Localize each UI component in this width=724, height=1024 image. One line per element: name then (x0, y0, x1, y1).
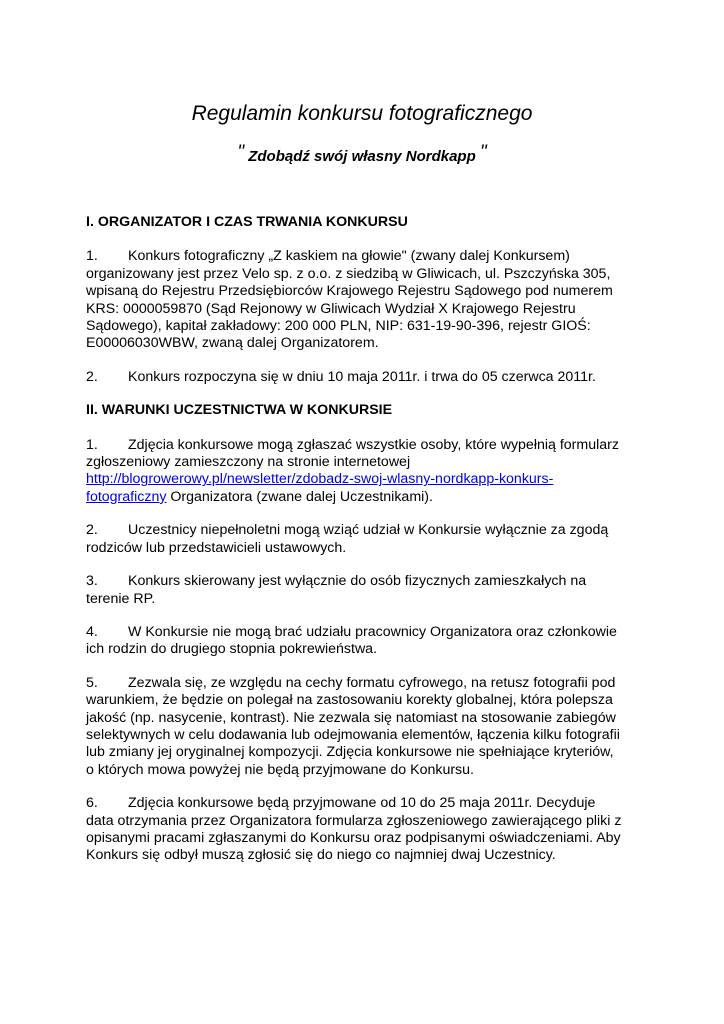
paragraph-line: Sądowego), kapitał zakładowy: 200 000 PLN, NIP: 631-19-90-396, rejestr GIOŚ: (86, 318, 591, 335)
section2-paragraph-5 (86, 675, 646, 779)
paragraph-number: 2. (86, 368, 98, 385)
section-heading-organizer: I. ORGANIZATOR I CZAS TRWANIA KONKURSU (86, 214, 408, 230)
paragraph-line: o których mowa powyżej nie będą przyjmowane do Konkursu. (86, 761, 474, 778)
paragraph-line: Konkurs skierowany jest wyłącznie do osób fizycznych zamieszkałych na (128, 573, 587, 590)
paragraph-line: opisanymi pracami zgłaszanymi do Konkursu oraz podpisanymi oświadczeniami. Aby (86, 829, 621, 846)
subtitle-text: Zdobądź swój własny Nordkapp (248, 148, 476, 165)
paragraph-line: warunkiem, że będzie on polegał na zastosowaniu korekty globalnej, która polepsza (86, 692, 613, 709)
paragraph-line: wpisaną do Rejestru Przedsiębiorców Krajowego Rejestru Sądowego pod numerem (86, 283, 613, 300)
paragraph-line: W Konkursie nie mogą brać udziału pracownicy Organizatora oraz członkowie (128, 623, 617, 640)
paragraph-line: zgłoszeniowy zamieszczony na stronie internetowej (86, 454, 411, 471)
paragraph-line: lub zmiany jej oryginalnej kompozycji. Zdjęcia konkursowe nie spełniające kryteriów, (86, 744, 614, 761)
section-heading-participation: II. WARUNKI UCZESTNICTWA W KONKURSIE (86, 402, 393, 419)
paragraph-number: 2. (86, 522, 98, 539)
section1-paragraph-2 (86, 369, 646, 386)
paragraph-line: Zdjęcia konkursowe mogą zgłaszać wszystkie osoby, które wypełnią formularz (128, 436, 619, 453)
section1-paragraph-1 (86, 248, 646, 352)
paragraph-line: KRS: 0000059870 (Sąd Rejonowy w Gliwicach Wydział X Krajowego Rejestru (86, 300, 576, 317)
section2-paragraph-3 (86, 573, 646, 608)
paragraph-line: rodziców lub przedstawicieli ustawowych. (86, 539, 347, 556)
paragraph-line: Uczestnicy niepełnoletni mogą wziąć udział w Konkursie wyłącznie za zgodą (128, 522, 609, 539)
section2-paragraph-1 (86, 437, 646, 507)
subtitle-close-quote: " (479, 142, 487, 163)
document-title: Regulamin konkursu fotograficznego (191, 102, 533, 125)
section2-paragraph-2 (86, 522, 646, 557)
paragraph-line: terenie RP. (86, 590, 156, 607)
paragraph-number: 4. (86, 623, 98, 640)
paragraph-line: data otrzymania przez Organizatora formularza zgłoszeniowego zawierającego pliki z (86, 812, 622, 829)
paragraph-line: Zezwala się, ze względu na cechy formatu cyfrowego, na retusz fotografii pod (128, 674, 616, 691)
paragraph-line: Konkurs się odbył muszą zgłosić się do niego co najmniej dwaj Uczestnicy. (86, 847, 556, 864)
paragraph-line: Zdjęcia konkursowe będą przyjmowane od 10 do 25 maja 2011r. Decyduje (128, 795, 596, 812)
paragraph-number: 1. (86, 436, 98, 453)
paragraph-line: Konkurs rozpoczyna się w dniu 10 maja 2011r. i trwa do 05 czerwca 2011r. (128, 368, 596, 385)
document-body (86, 214, 646, 865)
section2-paragraph-4 (86, 624, 646, 659)
section2-paragraph-6 (86, 795, 646, 865)
paragraph-number: 1. (86, 248, 98, 265)
registration-form-link[interactable]: http://blogrowerowy.pl/newsletter/zdobadz-swoj-wlasny-nordkapp-konkurs- (86, 471, 554, 488)
subtitle-open-quote: " (237, 142, 245, 163)
paragraph-line: E00006030WBW, zwaną dalej Organizatorem. (86, 335, 379, 352)
paragraph-line: Konkurs fotograficzny „Z kaskiem na głowie" (zwany dalej Konkursem) (128, 248, 570, 265)
paragraph-number: 5. (86, 674, 98, 691)
paragraph-number: 3. (86, 573, 98, 590)
paragraph-line: ich rodzin do drugiego stopnia pokrewieństwa. (86, 641, 378, 658)
paragraph-line: organizowany jest przez Velo sp. z o.o. z siedzibą w Gliwicach, ul. Pszczyńska 305, (86, 265, 611, 282)
paragraph-line: Organizatora (zwane dalej Uczestnikami). (166, 488, 433, 505)
paragraph-line: selektywnych w celu dodawania lub odejmowania elementów, łączenia kilku fotografii (86, 726, 620, 743)
document-subtitle (0, 144, 724, 169)
paragraph-number: 6. (86, 795, 98, 812)
registration-form-link-continued[interactable]: fotograficzny (86, 488, 167, 505)
paragraph-line: jakość (np. nasycenie, kontrast). Nie zezwala się natomiast na stosowanie zabiegów (86, 709, 616, 726)
